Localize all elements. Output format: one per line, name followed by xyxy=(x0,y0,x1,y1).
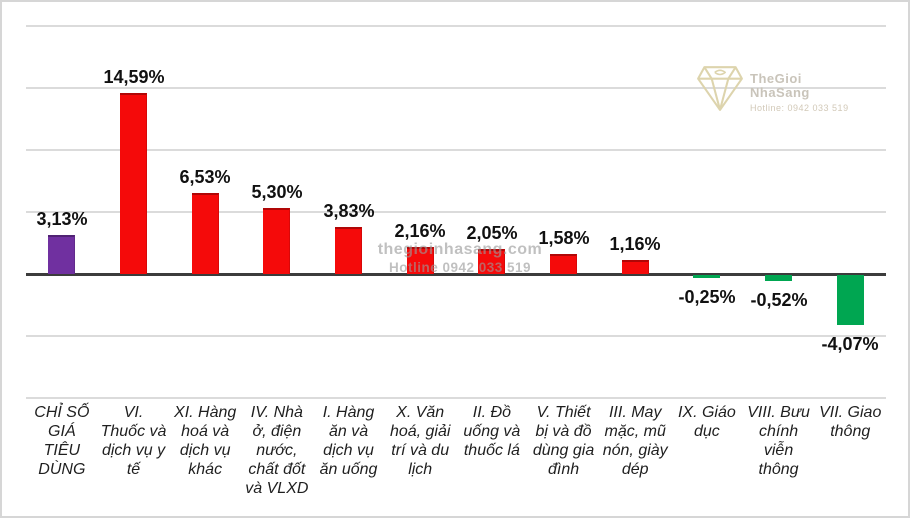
bar-6 xyxy=(478,249,505,274)
value-label-6: 2,05% xyxy=(466,223,518,243)
category-label-7: V. Thiết bị và đồ dùng gia đình xyxy=(532,404,595,478)
category-label-3: IV. Nhà ở, điện nước, chất đốt và VLXD xyxy=(245,404,309,497)
bar-3 xyxy=(263,208,290,274)
category-label-2: XI. Hàng hoá và dịch vụ khác xyxy=(174,404,237,478)
x-axis-zero-line xyxy=(26,273,886,276)
value-label-1: 14,59% xyxy=(103,67,165,87)
brand-text xyxy=(750,72,849,113)
gridline-10pct xyxy=(26,149,886,151)
bar-9 xyxy=(693,275,720,278)
category-label-8: III. May mặc, mũ nón, giày dép xyxy=(602,404,668,478)
bar-5 xyxy=(407,247,434,274)
bar-4 xyxy=(335,227,362,274)
gridline--10pct xyxy=(26,397,886,399)
bar-2 xyxy=(192,193,219,274)
brand-name-line1: TheGioi xyxy=(750,71,802,86)
gridline-20pct xyxy=(26,25,886,27)
gridline--5pct xyxy=(26,335,886,337)
value-label-8: 1,16% xyxy=(609,234,661,254)
value-label-11: -4,07% xyxy=(821,334,879,354)
category-label-0: CHỈ SỐ GIÁ TIÊU DÙNG xyxy=(34,404,90,478)
bar-11 xyxy=(837,275,864,325)
category-label-6: II. Đồ uống và thuốc lá xyxy=(463,404,521,459)
brand-name-line2: NhaSang xyxy=(750,85,810,100)
value-label-10: -0,52% xyxy=(750,290,808,310)
brand-hotline: Hotline: 0942 033 519 xyxy=(750,103,849,113)
value-label-3: 5,30% xyxy=(251,182,303,202)
value-label-7: 1,58% xyxy=(538,228,590,248)
watermark-hotline-text: Hotline 0942 033 519 xyxy=(388,260,532,275)
gridline-5pct xyxy=(26,211,886,213)
value-label-0: 3,13% xyxy=(36,209,88,229)
category-axis xyxy=(26,403,886,498)
category-label-4: I. Hàng ăn và dịch vụ ăn uống xyxy=(319,404,378,478)
category-label-5: X. Văn hoá, giải trí và du lịch xyxy=(389,404,451,478)
value-label-9: -0,25% xyxy=(678,287,736,307)
category-label-1: VI. Thuốc và dịch vụ y tế xyxy=(100,404,167,478)
value-label-4: 3,83% xyxy=(323,201,375,221)
bar-0 xyxy=(48,235,75,274)
category-label-9: IX. Giáo dục xyxy=(677,404,736,440)
bar-10 xyxy=(765,275,792,281)
value-label-2: 6,53% xyxy=(179,167,231,187)
value-label-5: 2,16% xyxy=(394,221,446,241)
category-label-11: VII. Giao thông xyxy=(819,404,882,440)
bar-7 xyxy=(550,254,577,274)
watermark-site-text: thegioinhasang.com xyxy=(377,241,543,258)
category-label-10: VIII. Bưu chính viễn thông xyxy=(747,404,810,478)
bar-1 xyxy=(120,93,147,274)
bar-8 xyxy=(622,260,649,274)
